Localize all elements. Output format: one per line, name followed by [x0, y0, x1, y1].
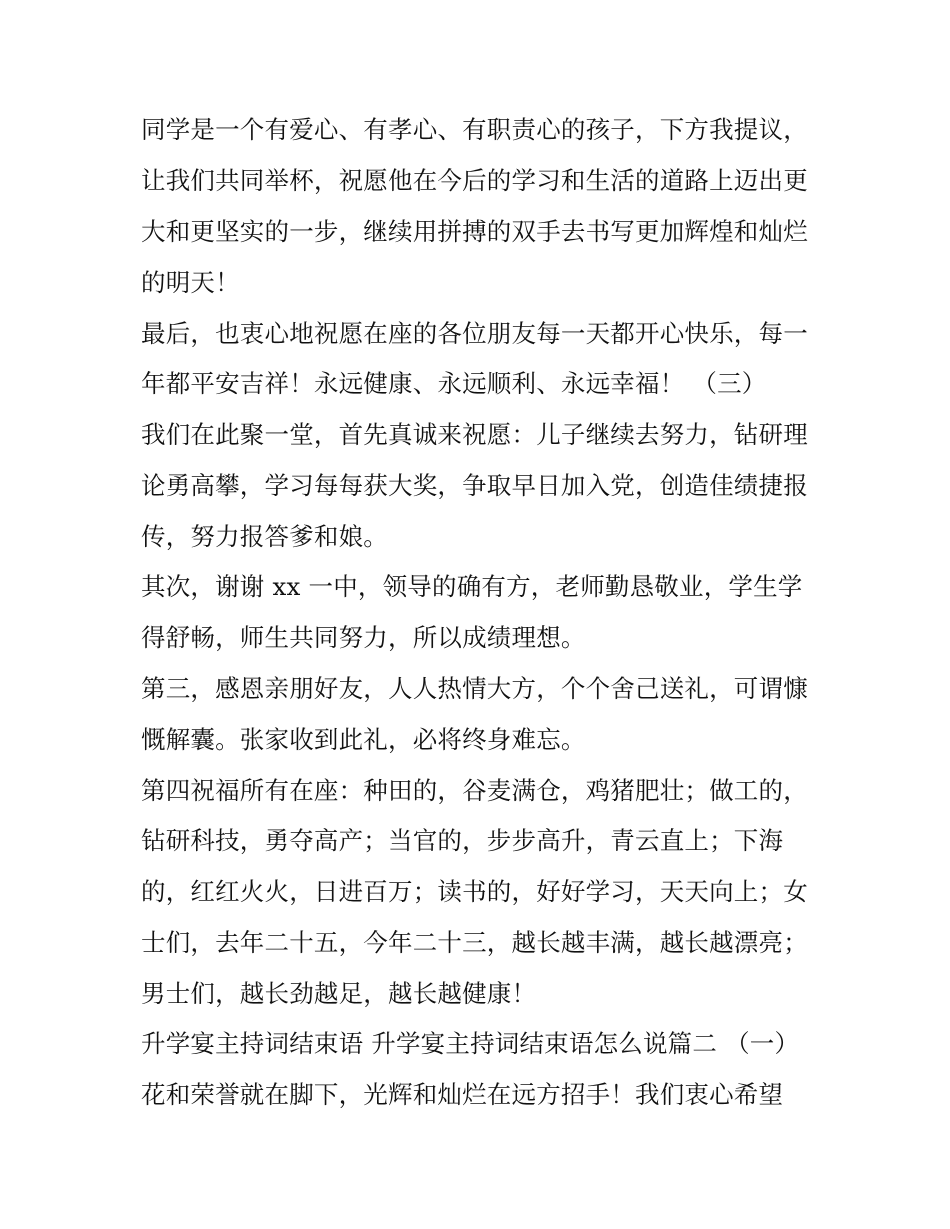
- text-line: 第四祝福所有在座：种田的，谷麦满仓，鸡猪肥壮；做工的，: [141, 776, 808, 805]
- text-line: 最后，也衷心地祝愿在座的各位朋友每一天都开心快乐，每一: [141, 319, 808, 348]
- text-line: 花和荣誉就在脚下，光辉和灿烂在远方招手！我们衷心希望: [141, 1080, 784, 1109]
- text-line: 让我们共同举杯，祝愿他在今后的学习和生活的道路上迈出更: [141, 166, 808, 195]
- text-line: 我们在此聚一堂，首先真诚来祝愿：儿子继续去努力，钻研理: [141, 420, 808, 449]
- text-line: 论勇高攀，学习每每获大奖，争取早日加入党，创造佳绩捷报: [141, 471, 808, 500]
- text-line: 年都平安吉祥！永远健康、永远顺利、永远幸福！ （三）: [141, 369, 767, 398]
- text-line: 的明天！: [141, 268, 240, 297]
- text-line: 男士们，越长劲越足，越长越健康！: [141, 979, 537, 1008]
- text-line: 其次，谢谢 xx 一中，领导的确有方，老师勤恳敬业，学生学: [141, 572, 803, 601]
- text-line: 第三，感恩亲朋好友，人人热情大方，个个舍己送礼，可谓慷: [141, 674, 808, 703]
- text-line: 士们，去年二十五，今年二十三，越长越丰满，越长越漂亮；: [141, 928, 808, 957]
- text-line: 同学是一个有爱心、有孝心、有职责心的孩子，下方我提议，: [141, 115, 808, 144]
- text-line: 钻研科技，勇夺高产；当官的，步步高升，青云直上；下海: [141, 826, 784, 855]
- text-line: 的，红红火火，日进百万；读书的，好好学习，天天向上；女: [141, 877, 808, 906]
- text-line: 传，努力报答爹和娘。: [141, 522, 388, 551]
- text-line: 大和更坚实的一步，继续用拼搏的双手去书写更加辉煌和灿烂: [141, 217, 808, 246]
- text-line: 慨解囊。张家收到此礼，必将终身难忘。: [141, 725, 586, 754]
- text-line: 得舒畅，师生共同努力，所以成绩理想。: [141, 623, 586, 652]
- text-line: 升学宴主持词结束语 升学宴主持词结束语怎么说篇二 （一）: [141, 1029, 800, 1058]
